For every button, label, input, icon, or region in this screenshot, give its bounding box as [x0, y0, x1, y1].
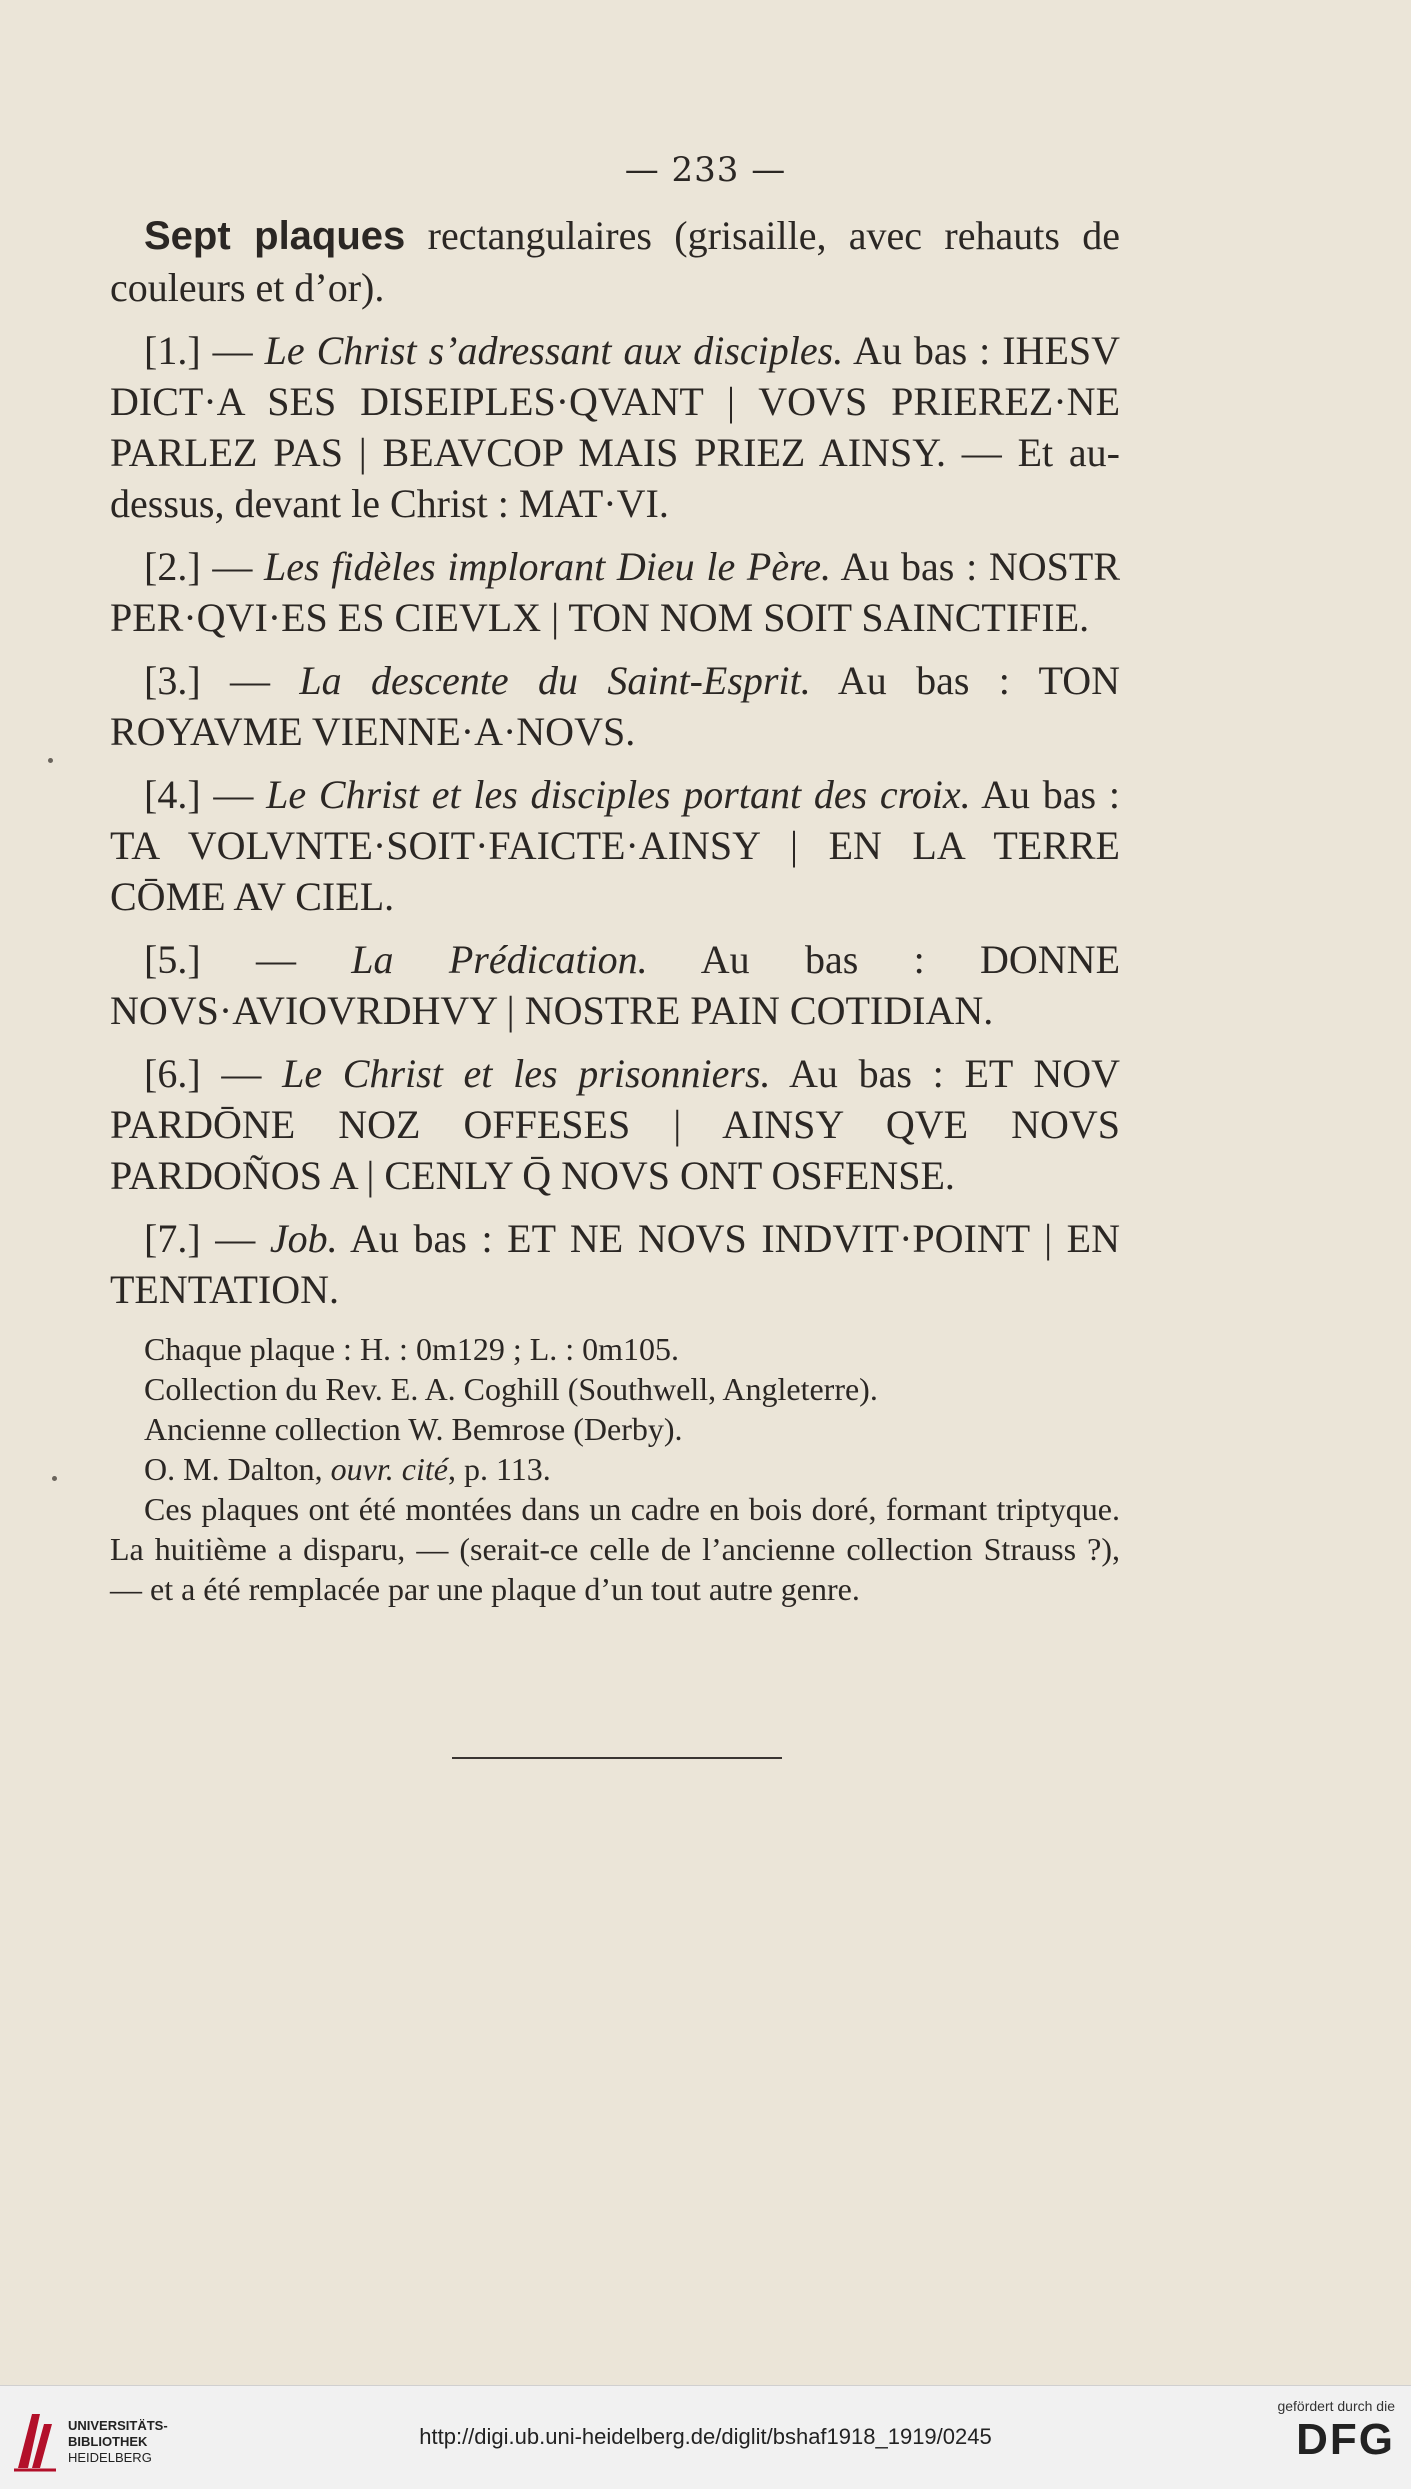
item-5 — [110, 934, 1120, 1036]
item-title: Le Christ et les disciples portant des croix. — [266, 772, 971, 817]
note-dimensions: Chaque plaque : H. : 0m129 ; L. : 0m105. — [144, 1331, 680, 1367]
dfg-logo[interactable] — [1245, 2398, 1395, 2466]
item-3 — [110, 655, 1120, 757]
item-number: [2.] — — [144, 544, 265, 589]
funded-by-label: gefördert durch die — [1277, 2398, 1395, 2414]
margin-dot — [52, 1476, 57, 1481]
logo-line: BIBLIOTHEK — [68, 2434, 148, 2449]
item-text: Au bas : IHESV DICT·A SES DISEIPLES·QVANT | VOVS PRIEREZ·NE PARLEZ PAS | BEAVCOP MAIS PRIEZ AINSY. — Et au-dessus, devant le Christ : MAT·VI. — [110, 328, 1121, 526]
item-4 — [110, 769, 1120, 922]
dfg-wordmark: DFG — [1296, 2415, 1395, 2464]
reference-author: O. M. Dalton, — [144, 1451, 331, 1487]
item-title: La Prédication. — [351, 937, 648, 982]
reference-page: , p. 113. — [447, 1451, 551, 1487]
item-text: Au bas : TON ROYAVME VIENNE·A·NOVS. — [110, 658, 1121, 754]
item-6 — [110, 1048, 1120, 1201]
item-text: Au bas : ET NOV PARDŌNE NOZ OFFESES | AINSY QVE NOVS PARDOÑOS A | CENLY Q̄ NOVS ONT OSFENSE. — [110, 1051, 1121, 1198]
reference-work: ouvr. cité — [330, 1451, 448, 1487]
note-collection: Collection du Rev. E. A. Coghill (Southwell, Angleterre). — [144, 1371, 878, 1407]
closing-paragraph: Ces plaques ont été montées dans un cadre en bois doré, formant triptyque. La huitième a disparu, — (serait-ce celle de l’ancienne collection Strauss ?), — et a été remplacée par une plaque d’un tout autre genre. — [110, 1491, 1120, 1607]
intro-lead: Sept plaques — [144, 214, 406, 258]
item-title: Les fidèles implorant Dieu le Père. — [264, 544, 831, 589]
item-title: Le Christ et les prisonniers. — [282, 1051, 771, 1096]
item-number: [3.] — — [144, 658, 300, 703]
item-number: [4.] — — [144, 772, 267, 817]
item-1 — [110, 325, 1120, 529]
permalink[interactable]: http://digi.ub.uni-heidelberg.de/diglit/bshaf1918_1919/0245 — [419, 2424, 992, 2449]
item-text: Au bas : ET NE NOVS INDVIT·POINT | EN TENTATION. — [110, 1216, 1121, 1312]
section-divider — [452, 1757, 782, 1759]
note-reference — [110, 1449, 1120, 1489]
item-text: Au bas : TA VOLVNTE·SOIT·FAICTE·AINSY | EN LA TERRE CŌME AV CIEL. — [110, 772, 1120, 919]
item-2 — [110, 541, 1120, 643]
item-number: [6.] — — [144, 1051, 283, 1096]
item-title: La descente du Saint-Esprit. — [299, 658, 811, 703]
item-7 — [110, 1213, 1120, 1315]
page-body — [110, 210, 1120, 1609]
item-number: [1.] — — [144, 328, 265, 373]
item-text: Au bas : DONNE NOVS·AVIOVRDHVY | NOSTRE PAIN COTIDIAN. — [110, 937, 1121, 1033]
item-number: [7.] — — [144, 1216, 270, 1261]
viewer-footer — [0, 2385, 1411, 2489]
item-text: Au bas : NOSTR PER·QVI·ES ES CIEVLX | TON NOM SOIT SAINCTIFIE. — [110, 544, 1121, 640]
intro-text: rectangulaires (grisaille, avec rehauts de couleurs et d’or). — [110, 213, 1120, 310]
note-former-collection: Ancienne collection W. Bemrose (Derby). — [144, 1411, 683, 1447]
item-number: [5.] — — [144, 937, 352, 982]
item-title: Job. — [269, 1216, 338, 1261]
margin-dot — [48, 758, 53, 763]
item-title: Le Christ s’adressant aux disciples. — [264, 328, 844, 373]
page-number: — 233 — — [624, 150, 787, 190]
logo-line: UNIVERSITÄTS- — [68, 2418, 168, 2433]
intro-paragraph — [110, 210, 1120, 313]
logo-line: HEIDELBERG — [68, 2450, 152, 2465]
